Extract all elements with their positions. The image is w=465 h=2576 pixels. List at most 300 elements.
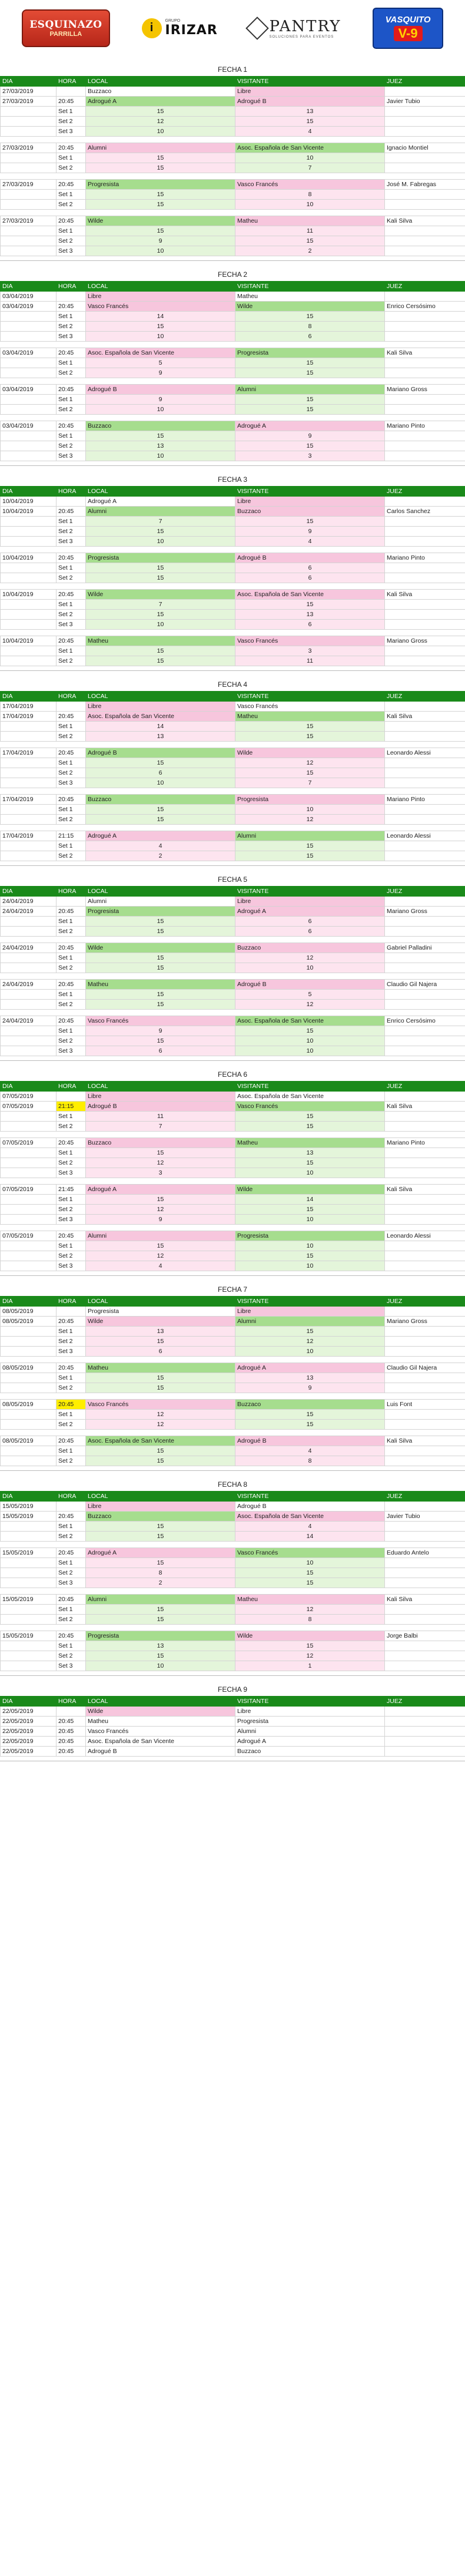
set-score-visitor: 15 [235, 1158, 385, 1168]
set-judge-cell [385, 1122, 465, 1132]
match-judge: Mariano Gross [385, 907, 465, 917]
set-score-visitor: 10 [235, 963, 385, 973]
match-judge: Javier Tubio [385, 1512, 465, 1522]
set-score-local: 12 [86, 1251, 235, 1261]
match-judge: Leonardo Alessi [385, 1231, 465, 1241]
team-local: Adrogué B [86, 1102, 235, 1112]
match-time [57, 292, 86, 302]
set-judge-cell [385, 1026, 465, 1036]
set-score-local: 9 [86, 368, 235, 378]
set-score-visitor: 4 [235, 127, 385, 137]
section-divider [0, 1056, 465, 1061]
set-label: Set 2 [57, 1568, 86, 1578]
spacer-cell [57, 1132, 86, 1138]
set-row [1, 758, 465, 768]
set-label: Set 2 [57, 732, 86, 742]
table-header-row [1, 692, 465, 702]
set-row [1, 768, 465, 778]
set-date-cell [1, 1215, 57, 1225]
team-local: Adrogué B [86, 748, 235, 758]
set-row [1, 656, 465, 666]
set-row [1, 200, 465, 210]
spacer-cell [1, 1357, 57, 1363]
spacer-cell [235, 630, 385, 636]
set-score-visitor: 6 [235, 563, 385, 573]
spacer-cell [235, 1357, 385, 1363]
set-row [1, 312, 465, 322]
match-date: 17/04/2019 [1, 748, 57, 758]
match-row [1, 1231, 465, 1241]
spacer-cell [235, 742, 385, 748]
set-label: Set 2 [57, 1337, 86, 1347]
set-score-local: 9 [86, 1026, 235, 1036]
set-label: Set 3 [57, 127, 86, 137]
set-date-cell [1, 646, 57, 656]
set-judge-cell [385, 1168, 465, 1178]
team-visitor: Adrogué B [235, 553, 385, 563]
match-judge: Carlos Sanchez [385, 507, 465, 517]
set-label: Set 3 [57, 778, 86, 788]
set-score-local: 5 [86, 358, 235, 368]
team-visitor: Libre [235, 1707, 385, 1717]
set-date-cell [1, 841, 57, 851]
spacer-cell [57, 1393, 86, 1400]
set-date-cell [1, 200, 57, 210]
set-row [1, 1251, 465, 1261]
set-score-visitor: 15 [235, 358, 385, 368]
set-score-visitor: 15 [235, 1327, 385, 1337]
set-judge-cell [385, 322, 465, 332]
match-date: 10/04/2019 [1, 497, 57, 507]
set-label: Set 2 [57, 1122, 86, 1132]
match-time: 20:45 [57, 636, 86, 646]
spacer-cell [57, 1430, 86, 1436]
set-score-local: 9 [86, 395, 235, 405]
table-header-row [1, 282, 465, 292]
spacer-cell [57, 173, 86, 180]
spacer-cell [57, 825, 86, 831]
set-judge-cell [385, 927, 465, 937]
spacer-cell [57, 937, 86, 943]
set-score-visitor: 4 [235, 1522, 385, 1532]
set-score-visitor: 12 [235, 1337, 385, 1347]
set-judge-cell [385, 1112, 465, 1122]
set-date-cell [1, 246, 57, 256]
team-visitor: Progresista [235, 795, 385, 805]
section-divider [0, 1757, 465, 1761]
set-score-local: 15 [86, 1532, 235, 1542]
match-time: 20:45 [57, 1231, 86, 1241]
set-row [1, 953, 465, 963]
set-score-visitor: 15 [235, 768, 385, 778]
spacer-cell [57, 1010, 86, 1016]
match-time: 21:45 [57, 1185, 86, 1195]
match-judge [385, 1747, 465, 1757]
set-date-cell [1, 851, 57, 861]
team-local: Asoc. Española de San Vicente [86, 1737, 235, 1747]
row-spacer [1, 1588, 465, 1595]
set-date-cell [1, 1327, 57, 1337]
match-judge [385, 497, 465, 507]
spacer-cell [235, 1430, 385, 1436]
team-visitor: Progresista [235, 1717, 385, 1727]
set-score-visitor: 15 [235, 312, 385, 322]
row-spacer [1, 137, 465, 143]
set-score-visitor: 15 [235, 1251, 385, 1261]
set-score-local: 12 [86, 1205, 235, 1215]
set-row [1, 805, 465, 815]
match-row [1, 1548, 465, 1558]
set-score-visitor: 9 [235, 431, 385, 441]
bye-row [1, 1092, 465, 1102]
set-label: Set 2 [57, 815, 86, 825]
set-date-cell [1, 127, 57, 137]
set-date-cell [1, 117, 57, 127]
match-row [1, 302, 465, 312]
match-date: 17/04/2019 [1, 702, 57, 712]
match-row [1, 590, 465, 600]
set-score-local: 15 [86, 1337, 235, 1347]
match-judge: Mariano Pinto [385, 553, 465, 563]
spacer-cell [86, 583, 235, 590]
match-row [1, 1717, 465, 1727]
set-row [1, 600, 465, 610]
set-score-local: 15 [86, 1615, 235, 1625]
set-judge-cell [385, 917, 465, 927]
set-label: Set 1 [57, 1522, 86, 1532]
set-score-visitor: 15 [235, 236, 385, 246]
match-time: 20:45 [57, 302, 86, 312]
header-visitante: VISITANTE [235, 282, 385, 292]
set-row [1, 517, 465, 527]
header-local: LOCAL [86, 1492, 235, 1502]
set-score-visitor: 12 [235, 953, 385, 963]
set-score-visitor: 6 [235, 927, 385, 937]
set-label: Set 2 [57, 851, 86, 861]
set-label: Set 2 [57, 527, 86, 537]
spacer-cell [57, 630, 86, 636]
header-hora: HORA [57, 1697, 86, 1707]
set-score-visitor: 15 [235, 441, 385, 451]
set-date-cell [1, 395, 57, 405]
team-visitor: Alumni [235, 831, 385, 841]
set-score-local: 15 [86, 107, 235, 117]
set-label: Set 1 [57, 841, 86, 851]
spacer-cell [235, 937, 385, 943]
set-date-cell [1, 312, 57, 322]
set-date-cell [1, 1373, 57, 1383]
match-judge [385, 1502, 465, 1512]
set-row [1, 368, 465, 378]
set-row [1, 620, 465, 630]
fecha-table [0, 691, 465, 861]
row-spacer [1, 1542, 465, 1548]
spacer-cell [385, 173, 465, 180]
set-score-visitor: 10 [235, 1046, 385, 1056]
match-row [1, 180, 465, 190]
set-label: Set 2 [57, 573, 86, 583]
team-local: Adrogué A [86, 1548, 235, 1558]
set-score-local: 15 [86, 990, 235, 1000]
spacer-cell [385, 825, 465, 831]
row-spacer [1, 1225, 465, 1231]
match-judge: Kali Silva [385, 590, 465, 600]
set-date-cell [1, 1122, 57, 1132]
match-judge: Luis Font [385, 1400, 465, 1410]
set-score-local: 10 [86, 127, 235, 137]
set-score-visitor: 8 [235, 1615, 385, 1625]
set-judge-cell [385, 1251, 465, 1261]
spacer-cell [1, 1588, 57, 1595]
spacer-cell [1, 1132, 57, 1138]
team-visitor: Matheu [235, 292, 385, 302]
set-score-local: 15 [86, 1373, 235, 1383]
team-local: Alumni [86, 1231, 235, 1241]
spacer-cell [57, 1357, 86, 1363]
set-judge-cell [385, 527, 465, 537]
match-date: 15/05/2019 [1, 1595, 57, 1605]
set-judge-cell [385, 117, 465, 127]
set-label: Set 2 [57, 1651, 86, 1661]
set-score-local: 13 [86, 1327, 235, 1337]
set-score-visitor: 13 [235, 1373, 385, 1383]
fecha-title: FECHA 1 [217, 65, 247, 74]
set-label: Set 1 [57, 646, 86, 656]
set-score-visitor: 14 [235, 1195, 385, 1205]
fecha-table [0, 281, 465, 461]
set-score-local: 6 [86, 1046, 235, 1056]
match-time: 20:45 [57, 1400, 86, 1410]
spacer-cell [1, 788, 57, 795]
fecha-title: FECHA 4 [217, 680, 247, 689]
spacer-cell [57, 1225, 86, 1231]
set-judge-cell [385, 246, 465, 256]
set-score-visitor: 8 [235, 1456, 385, 1466]
match-time [57, 1707, 86, 1717]
set-date-cell [1, 163, 57, 173]
set-row [1, 153, 465, 163]
set-date-cell [1, 431, 57, 441]
spacer-cell [86, 137, 235, 143]
match-row [1, 1138, 465, 1148]
set-label: Set 2 [57, 405, 86, 415]
table-header-row [1, 887, 465, 897]
team-visitor: Progresista [235, 348, 385, 358]
set-judge-cell [385, 732, 465, 742]
spacer-cell [86, 378, 235, 385]
set-date-cell [1, 368, 57, 378]
set-row [1, 1112, 465, 1122]
set-date-cell [1, 451, 57, 461]
header-dia: DIA [1, 1492, 57, 1502]
match-judge: Kali Silva [385, 216, 465, 226]
match-time: 20:45 [57, 1747, 86, 1757]
esquinazo-name: ESQUINAZO [29, 18, 102, 31]
set-label: Set 2 [57, 368, 86, 378]
set-row [1, 1168, 465, 1178]
set-score-local: 15 [86, 431, 235, 441]
fecha-table [0, 1696, 465, 1757]
set-row [1, 451, 465, 461]
team-visitor: Libre [235, 1307, 385, 1317]
set-judge-cell [385, 431, 465, 441]
team-local: Asoc. Española de San Vicente [86, 1436, 235, 1446]
set-row [1, 646, 465, 656]
team-visitor: Libre [235, 897, 385, 907]
match-judge: Mariano Gross [385, 636, 465, 646]
set-date-cell [1, 527, 57, 537]
set-judge-cell [385, 1215, 465, 1225]
match-row [1, 1737, 465, 1747]
row-spacer [1, 583, 465, 590]
set-judge-cell [385, 610, 465, 620]
table-header-row [1, 77, 465, 87]
set-date-cell [1, 563, 57, 573]
set-score-visitor: 15 [235, 517, 385, 527]
team-local: Matheu [86, 1717, 235, 1727]
header-visitante: VISITANTE [235, 487, 385, 497]
row-spacer [1, 1132, 465, 1138]
match-date: 07/05/2019 [1, 1231, 57, 1241]
team-local: Wilde [86, 1707, 235, 1717]
vasquito-badge: V-9 [394, 26, 423, 41]
match-judge [385, 702, 465, 712]
match-date: 15/05/2019 [1, 1502, 57, 1512]
header-local: LOCAL [86, 887, 235, 897]
header-hora: HORA [57, 1492, 86, 1502]
set-score-visitor: 12 [235, 1651, 385, 1661]
spacer-cell [235, 1178, 385, 1185]
header-juez: JUEZ [385, 1297, 465, 1307]
match-row [1, 348, 465, 358]
set-row [1, 1568, 465, 1578]
header-local: LOCAL [86, 692, 235, 702]
bye-row [1, 1307, 465, 1317]
set-judge-cell [385, 1373, 465, 1383]
team-visitor: Asoc. Española de San Vicente [235, 1092, 385, 1102]
fecha-table [0, 1296, 465, 1466]
spacer-cell [1, 742, 57, 748]
set-score-visitor: 15 [235, 1410, 385, 1420]
match-judge [385, 292, 465, 302]
set-row [1, 246, 465, 256]
set-score-local: 10 [86, 246, 235, 256]
match-time: 20:45 [57, 216, 86, 226]
match-time [57, 702, 86, 712]
set-label: Set 1 [57, 1195, 86, 1205]
set-date-cell [1, 1026, 57, 1036]
row-spacer [1, 973, 465, 980]
match-time: 20:45 [57, 748, 86, 758]
spacer-cell [385, 1132, 465, 1138]
fecha-table [0, 486, 465, 666]
header-dia: DIA [1, 887, 57, 897]
set-label: Set 1 [57, 758, 86, 768]
set-judge-cell [385, 312, 465, 322]
spacer-cell [1, 342, 57, 348]
set-score-local: 15 [86, 1456, 235, 1466]
spacer-cell [385, 378, 465, 385]
set-date-cell [1, 778, 57, 788]
spacer-cell [57, 1625, 86, 1631]
set-row [1, 573, 465, 583]
set-score-visitor: 10 [235, 1168, 385, 1178]
team-local: Wilde [86, 590, 235, 600]
match-date: 08/05/2019 [1, 1307, 57, 1317]
table-header-row [1, 487, 465, 497]
spacer-cell [1, 378, 57, 385]
esquinazo-logo [22, 9, 110, 47]
spacer-cell [57, 342, 86, 348]
spacer-cell [235, 583, 385, 590]
set-label: Set 1 [57, 917, 86, 927]
header-visitante: VISITANTE [235, 1697, 385, 1707]
set-label: Set 1 [57, 1558, 86, 1568]
set-score-visitor: 15 [235, 117, 385, 127]
match-date: 03/04/2019 [1, 292, 57, 302]
match-row [1, 1595, 465, 1605]
header-juez: JUEZ [385, 1492, 465, 1502]
team-local: Adrogué A [86, 97, 235, 107]
row-spacer [1, 788, 465, 795]
set-row [1, 527, 465, 537]
team-visitor: Vasco Francés [235, 702, 385, 712]
spacer-cell [235, 1225, 385, 1231]
spacer-cell [385, 137, 465, 143]
set-score-visitor: 12 [235, 1605, 385, 1615]
match-time: 20:45 [57, 1737, 86, 1747]
set-label: Set 3 [57, 451, 86, 461]
set-date-cell [1, 1558, 57, 1568]
team-local: Buzzaco [86, 795, 235, 805]
sponsor-vasquito [373, 5, 443, 52]
set-judge-cell [385, 1158, 465, 1168]
spacer-cell [1, 210, 57, 216]
set-score-local: 15 [86, 927, 235, 937]
match-row [1, 980, 465, 990]
spacer-cell [86, 547, 235, 553]
match-date: 08/05/2019 [1, 1436, 57, 1446]
spacer-cell [1, 937, 57, 943]
set-label: Set 3 [57, 620, 86, 630]
set-label: Set 1 [57, 805, 86, 815]
set-score-visitor: 15 [235, 1112, 385, 1122]
match-time: 20:45 [57, 553, 86, 563]
team-local: Alumni [86, 1595, 235, 1605]
set-judge-cell [385, 722, 465, 732]
set-judge-cell [385, 226, 465, 236]
set-judge-cell [385, 990, 465, 1000]
match-judge: Kali Silva [385, 712, 465, 722]
match-date: 27/03/2019 [1, 180, 57, 190]
team-local: Libre [86, 1092, 235, 1102]
match-date: 24/04/2019 [1, 1016, 57, 1026]
set-score-visitor: 11 [235, 226, 385, 236]
set-score-local: 15 [86, 758, 235, 768]
set-score-visitor: 15 [235, 732, 385, 742]
set-label: Set 1 [57, 517, 86, 527]
match-time: 20:45 [57, 1631, 86, 1641]
set-score-visitor: 15 [235, 841, 385, 851]
match-date: 27/03/2019 [1, 87, 57, 97]
spacer-cell [1, 630, 57, 636]
set-date-cell [1, 722, 57, 732]
irizar-group: GRUPO [165, 18, 181, 23]
irizar-mark-icon: i [142, 18, 162, 38]
set-judge-cell [385, 1383, 465, 1393]
team-local: Progresista [86, 553, 235, 563]
spacer-cell [57, 547, 86, 553]
